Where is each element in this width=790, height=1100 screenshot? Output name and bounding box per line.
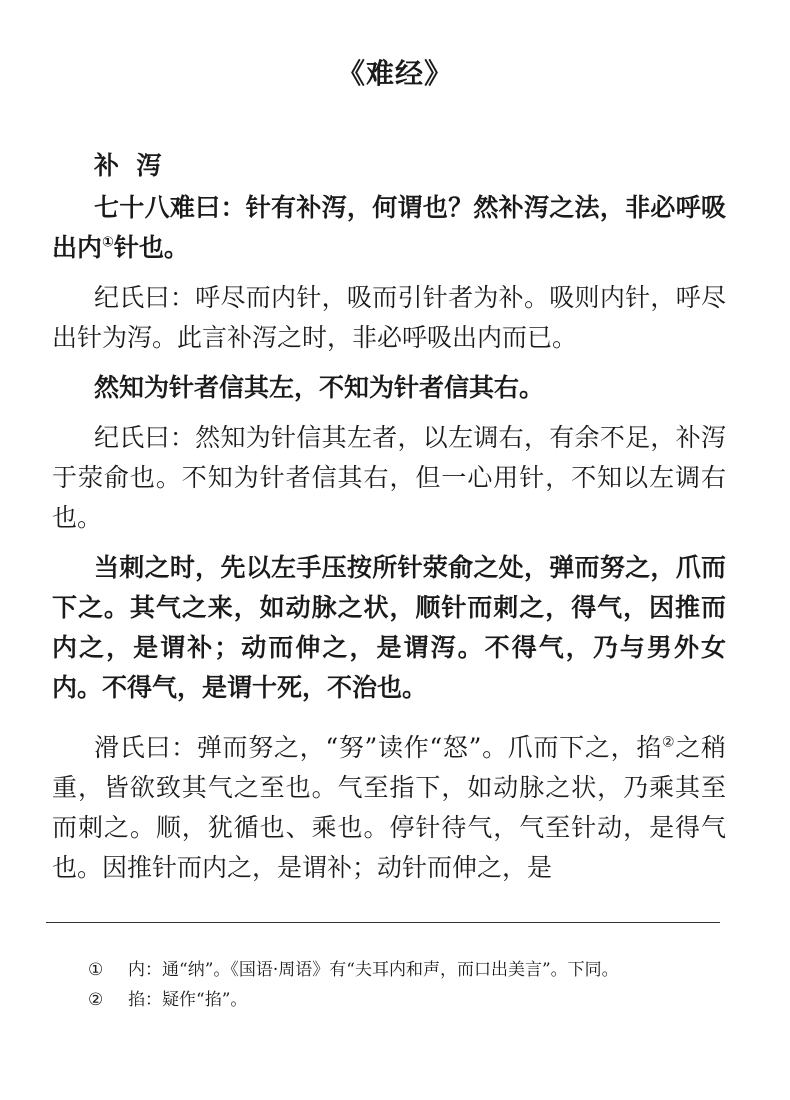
page-title: 《难经》: [336, 57, 453, 90]
footnote-text: 掐：疑作“掐”。: [128, 990, 248, 1010]
footnote-mark: ①: [88, 960, 104, 980]
footnote-text: 内：通“纳”。《国语·周语》有“夫耳内和声，而口出美言”。下同。: [128, 960, 619, 980]
commentary-paragraph: [52, 728, 726, 888]
classic-text-paragraph: 当刺之时，先以左手压按所针荥俞之处，弹而努之，爪而下之。其气之来，如动脉之状，顺针而刺之，得气，因推而内之，是谓补；动而伸之，是谓泻。不得气，乃与男外女内。不得气，是谓十死，不治也。: [52, 553, 726, 702]
paragraph-text: 针也。: [113, 233, 189, 262]
footnote-mark: ②: [88, 990, 104, 1010]
classic-text-paragraph: [52, 188, 726, 268]
paragraph-text: 七十八难曰：针有补泻，何谓也？然补泻之法，非必呼吸出内: [52, 193, 726, 262]
section-heading: 补 泻: [94, 151, 162, 180]
footnote-ref-2[interactable]: ②: [662, 734, 676, 751]
classic-text-paragraph: 然知为针者信其左，不知为针者信其右。: [94, 373, 545, 402]
footnote-1: [88, 958, 619, 982]
footnote-divider: [46, 922, 720, 923]
footnote-2: [88, 988, 247, 1012]
commentary-paragraph: 纪氏曰：然知为针信其左者，以左调右，有余不足，补泻于荥俞也。不知为针者信其右，但一心用针，不知以左调右也。: [52, 423, 726, 532]
paragraph-text: 之稍重，皆欲致其气之至也。气至指下，如动脉之状，乃乘其至而刺之。顺，犹循也、乘也。停针待气，气至针动，是得气也。因推针而内之，是谓补；动针而伸之，是: [52, 733, 726, 882]
footnote-ref-1[interactable]: ①: [102, 234, 114, 251]
paragraph-text: 滑氏曰：弹而努之，“努”读作“怒”。爪而下之，掐: [94, 733, 663, 762]
commentary-paragraph: 纪氏曰：呼尽而内针，吸而引针者为补。吸则内针，呼尽出针为泻。此言补泻之时，非必呼吸出内而已。: [52, 283, 726, 352]
